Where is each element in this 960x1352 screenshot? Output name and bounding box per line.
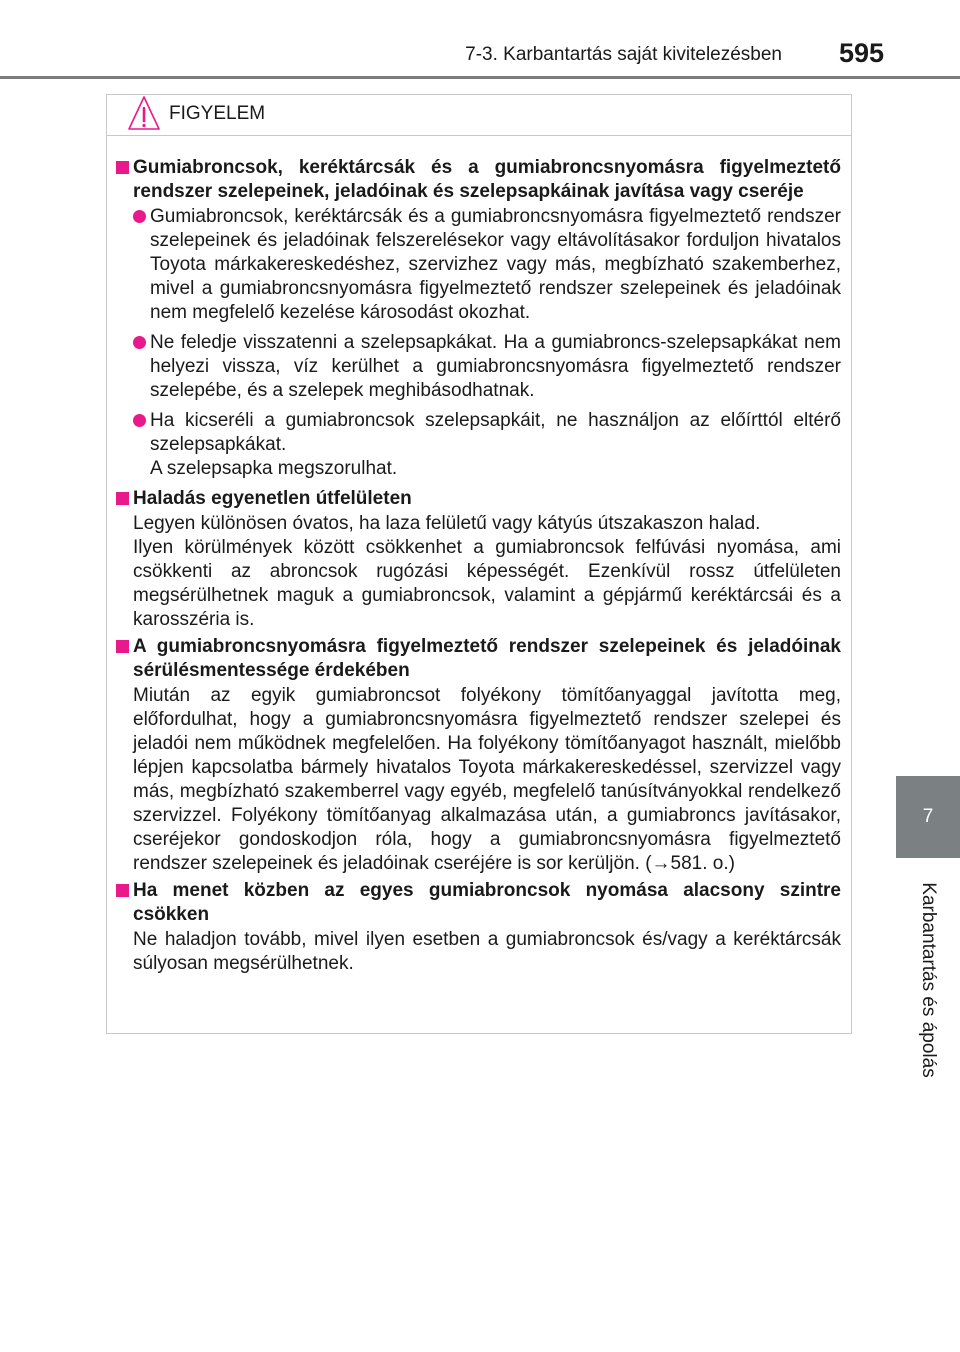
chapter-label: Karbantartás és ápolás: [918, 882, 939, 1078]
section-low-pressure: [116, 879, 841, 976]
section-paragraph: Ilyen körülmények között csökkenhet a gumiabroncsok felfúvási nyomása, ami csökkenti az abroncsok rugózási képességét. Ezenkívül rossz útfelületen megsérülhetnek maguk a gumiabroncsok, valamint a gépjármű keréktárcsái és a karosszéria is.: [133, 537, 841, 630]
section-sensor-protection: [116, 635, 841, 876]
caution-title: FIGYELEM: [169, 103, 266, 124]
square-bullet-icon: [116, 161, 129, 174]
square-bullet-icon: [116, 884, 129, 897]
header-rule: [0, 76, 960, 79]
bullet-text: Ne feledje visszatenni a szelepsapkákat. Ha a gumiabroncs-szelepsapkákat nem helyezi vissza, víz kerülhet a gumiabroncsnyomásra figyelmeztető rendszer szelepébe, és a szelepek meghibásodhatnak.: [150, 332, 841, 401]
caution-header: [107, 95, 851, 136]
round-bullet-icon: [133, 336, 146, 349]
round-bullet-icon: [133, 414, 146, 427]
bullet-text: Gumiabroncsok, keréktárcsák és a gumiabroncsnyomásra figyelmeztető rendszer szelepeinek és jeladóinak felszerelésekor vagy eltávolításakor forduljon hivatalos Toyota márkakereskedéshez, szervizhez vagy más, megbízható szakemberhez, mivel a gumiabroncsnyomásra figyelmeztető rendszer szelepeinek és jeladóinak nem megfelelő kezelése károsodást okozhat.: [150, 206, 841, 323]
section-tire-repair: [116, 156, 841, 481]
section-title: A gumiabroncsnyomásra figyelmeztető rendszer szelepeinek és jeladóinak sérülésmentessége érdekében: [133, 636, 841, 681]
section-title: Gumiabroncsok, keréktárcsák és a gumiabroncsnyomásra figyelmeztető rendszer szelepeinek, jeladóinak és szelepsapkáinak javítása vagy cseréje: [133, 157, 841, 202]
section-rough-road: [116, 487, 841, 632]
bullet-item: [133, 331, 841, 403]
square-bullet-icon: [116, 640, 129, 653]
section-paragraph: Miután az egyik gumiabroncsot folyékony tömítőanyaggal javította meg, előfordulhat, hogy a gumiabroncsnyomásra figyelmeztető rendszer szelepei és jeladói nem működnek megfelelően. Ha folyékony tömítőanyagot használt, mielőbb lépjen kapcsolatba bármely hivatalos Toyota márkakereskedéssel, szervizzel vagy más, megbízható szakemberrel vagy egyéb, megfelelő tanúsítványokkal rendelkező szervizzel. Folyékony tömítőanyag alkalmazása után, a gumiabroncs javításakor, cseréjekor gondoskodjon róla, hogy a gumiabroncsnyomásra figyelmeztető rendszer szelepeinek és jeladóinak cseréjére is sor kerüljön. (→581. o.): [133, 685, 841, 874]
caution-box: [106, 94, 852, 1034]
bullet-item: [133, 409, 841, 481]
caution-content: [107, 136, 851, 976]
bullet-text: Ha kicseréli a gumiabroncsok szelepsapkáit, ne használjon az előírttól eltérő szelepsapkákat.: [150, 410, 841, 455]
warning-triangle-icon: [127, 95, 161, 138]
header-section-title: 7-3. Karbantartás saját kivitelezésben: [465, 44, 782, 65]
section-title: Ha menet közben az egyes gumiabroncsok nyomása alacsony szintre csökken: [133, 880, 841, 925]
bullet-extra-text: A szelepsapka megszorulhat.: [150, 458, 398, 479]
chapter-tab: [896, 776, 960, 858]
page-number: 595: [838, 38, 884, 68]
section-title: Haladás egyenetlen útfelületen: [133, 488, 412, 509]
round-bullet-icon: [133, 210, 146, 223]
square-bullet-icon: [116, 492, 129, 505]
section-paragraph: Legyen különösen óvatos, ha laza felületű vagy kátyús útszakaszon halad.: [133, 513, 761, 534]
section-paragraph: Ne haladjon tovább, mivel ilyen esetben a gumiabroncsok és/vagy a keréktárcsák súlyosan megsérülhetnek.: [133, 929, 841, 974]
chapter-number: 7: [922, 806, 934, 827]
bullet-item: [133, 205, 841, 325]
